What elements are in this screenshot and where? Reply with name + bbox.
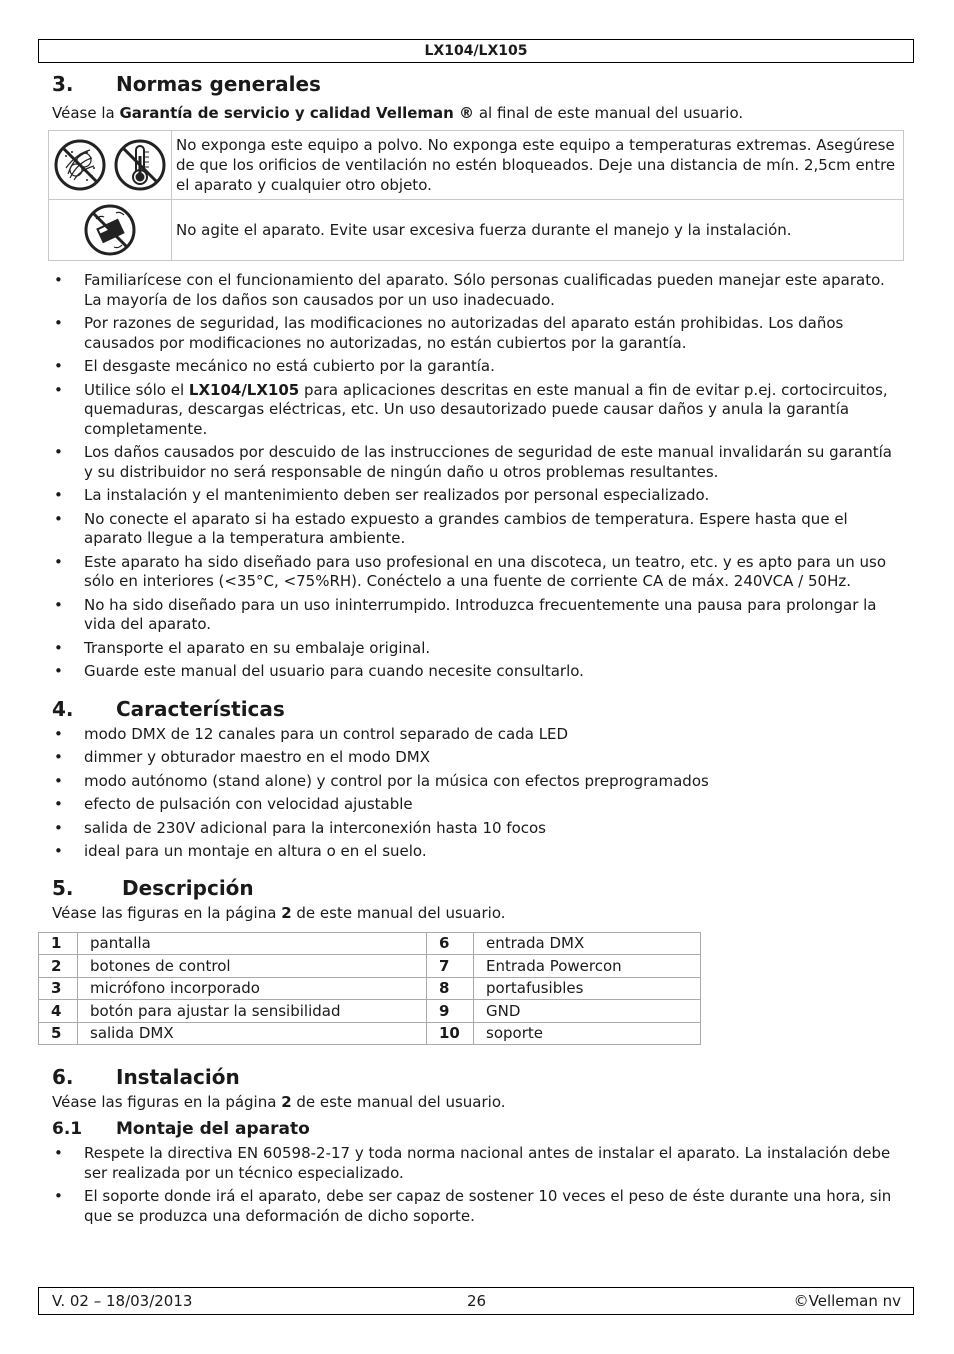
intro-text: Véase las figuras en la página [52, 1093, 282, 1111]
part-label: portafusibles [474, 977, 701, 1000]
intro-text: al final de este manual del usuario. [474, 104, 744, 122]
warning-row [49, 131, 904, 200]
list-item: • Transporte el aparato en su embalaje original. [52, 639, 904, 659]
part-number: 9 [427, 1000, 474, 1023]
footer-version: V. 02 – 18/03/2013 [52, 1292, 193, 1310]
intro-text: Véase la [52, 104, 120, 122]
part-number: 10 [427, 1022, 474, 1045]
part-number: 4 [39, 1000, 78, 1023]
page-content [52, 68, 904, 1230]
part-label: botón para ajustar la sensibilidad [78, 1000, 427, 1023]
section-6-heading [52, 1062, 904, 1092]
part-number: 1 [39, 932, 78, 955]
section-6-intro [52, 1092, 904, 1112]
page-ref: 2 [281, 903, 292, 922]
list-item [52, 381, 904, 440]
section-number: 3. [52, 72, 74, 96]
list-item-text: Utilice sólo el [84, 380, 189, 399]
list-item: • No ha sido diseñado para un uso ininterrumpido. Introduzca frecuentemente una pausa para prolongar la vida del aparato. [52, 596, 904, 635]
intro-text: de este manual del usuario. [291, 903, 506, 922]
list-item: • El desgaste mecánico no está cubierto por la garantía. [52, 357, 904, 377]
section-6-1-bullets [52, 1144, 904, 1226]
list-item: • El soporte donde irá el aparato, debe ser capaz de sostener 10 veces el peso de éste durante una hora, sin que se produzca una deformación de dicho soporte. [52, 1187, 904, 1226]
parts-table [38, 932, 701, 1046]
part-label: micrófono incorporado [78, 977, 427, 1000]
section-number: 6. [52, 1065, 74, 1089]
subsection-number: 6.1 [52, 1119, 83, 1139]
intro-text: Véase las figuras en la página [52, 903, 282, 922]
part-number: 7 [427, 955, 474, 978]
section-title: Instalación [116, 1065, 240, 1089]
section-5-intro [52, 903, 904, 923]
list-item-text: para aplicaciones descritas en este manual a fin de evitar p.ej. cortocircuitos, quemaduras, descargas eléctricas, etc. Un uso desautorizado puede causar daños y anula la garantía completamente. [84, 380, 888, 438]
part-label: botones de control [78, 955, 427, 978]
list-item: • Por razones de seguridad, las modificaciones no autorizadas del aparato están prohibidas. Los daños causados por modificaciones no autorizadas, no están cubiertos por la garantía. [52, 314, 904, 353]
subsection-title: Montaje del aparato [116, 1119, 310, 1139]
part-label: salida DMX [78, 1022, 427, 1045]
intro-text: de este manual del usuario. [291, 1093, 506, 1111]
warning-icons-cell [49, 131, 172, 200]
warning-text: No agite el aparato. Evite usar excesiva fuerza durante el manejo y la instalación. [172, 200, 904, 261]
list-item: • Los daños causados por descuido de las instrucciones de seguridad de este manual invalidarán su garantía y su distribuidor no será responsable de ningún daño u otros problemas resultantes. [52, 443, 904, 482]
list-item: • modo DMX de 12 canales para un control separado de cada LED [52, 725, 904, 745]
part-number: 3 [39, 977, 78, 1000]
page-header [38, 39, 914, 63]
list-item: • No conecte el aparato si ha estado expuesto a grandes cambios de temperatura. Espere hasta que el aparato llegue a la temperatura ambiente. [52, 510, 904, 549]
table-row [39, 932, 701, 955]
table-row [39, 1022, 701, 1045]
section-title: Descripción [122, 875, 254, 900]
warning-row [49, 200, 904, 261]
list-item: • salida de 230V adicional para la interconexión hasta 10 focos [52, 819, 904, 839]
list-item: • Familiarícese con el funcionamiento del aparato. Sólo personas cualificadas pueden manejar este aparato. La mayoría de los daños son causados por un uso inadecuado. [52, 271, 904, 310]
warnings-table [48, 130, 904, 261]
section-5-heading [52, 873, 904, 903]
list-item: • ideal para un montaje en altura o en el suelo. [52, 842, 904, 862]
warning-text: No exponga este equipo a polvo. No exponga este equipo a temperaturas extremas. Asegúrese de que los orificios de ventilación no estén bloqueados. Deje una distancia de mín. 2,5cm entre el aparato y cualquier otro objeto. [172, 131, 904, 200]
list-item: • modo autónomo (stand alone) y control por la música con efectos preprogramados [52, 772, 904, 792]
subsection-6-1-heading [52, 1116, 904, 1142]
footer-page-number: 26 [467, 1292, 487, 1310]
part-label: Entrada Powercon [474, 955, 701, 978]
part-number: 2 [39, 955, 78, 978]
part-number: 8 [427, 977, 474, 1000]
section-3-bullets [52, 271, 904, 682]
table-row [39, 977, 701, 1000]
header-title: LX104/LX105 [424, 43, 528, 59]
no-dust-icon [54, 138, 106, 192]
section-title: Normas generales [116, 72, 321, 96]
no-shaking-icon [84, 203, 136, 257]
list-item: • efecto de pulsación con velocidad ajustable [52, 795, 904, 815]
section-3-heading [52, 69, 904, 99]
list-item: • Respete la directiva EN 60598-2-17 y toda norma nacional antes de instalar el aparato. La instalación debe ser realizada por un técnico especializado. [52, 1144, 904, 1183]
part-label: GND [474, 1000, 701, 1023]
section-number: 4. [52, 696, 74, 721]
list-item: • La instalación y el mantenimiento deben ser realizados por personal especializado. [52, 486, 904, 506]
intro-bold-text: Garantía de servicio y calidad Velleman ® [119, 104, 475, 122]
model-name: LX104/LX105 [188, 380, 300, 399]
table-row [39, 1000, 701, 1023]
part-label: soporte [474, 1022, 701, 1045]
part-label: pantalla [78, 932, 427, 955]
table-row [39, 955, 701, 978]
section-4-bullets [52, 725, 904, 862]
warning-icons-cell [49, 200, 172, 261]
part-number: 6 [427, 932, 474, 955]
footer-copyright: ©Velleman nv [793, 1292, 901, 1310]
section-4-heading [52, 694, 904, 724]
page-ref: 2 [281, 1093, 292, 1111]
list-item: • Guarde este manual del usuario para cuando necesite consultarlo. [52, 662, 904, 682]
section-number: 5. [52, 875, 74, 900]
section-title: Características [116, 696, 285, 721]
list-item: • dimmer y obturador maestro en el modo DMX [52, 748, 904, 768]
section-3-intro [52, 103, 904, 123]
part-label: entrada DMX [474, 932, 701, 955]
part-number: 5 [39, 1022, 78, 1045]
no-temperature-icon [114, 138, 166, 192]
page-footer [38, 1287, 914, 1315]
list-item: • Este aparato ha sido diseñado para uso profesional en una discoteca, un teatro, etc. y es apto para un uso sólo en interiores (<35°C, <75%RH). Conéctelo a una fuente de corriente CA de máx. 240VCA / 50Hz. [52, 553, 904, 592]
